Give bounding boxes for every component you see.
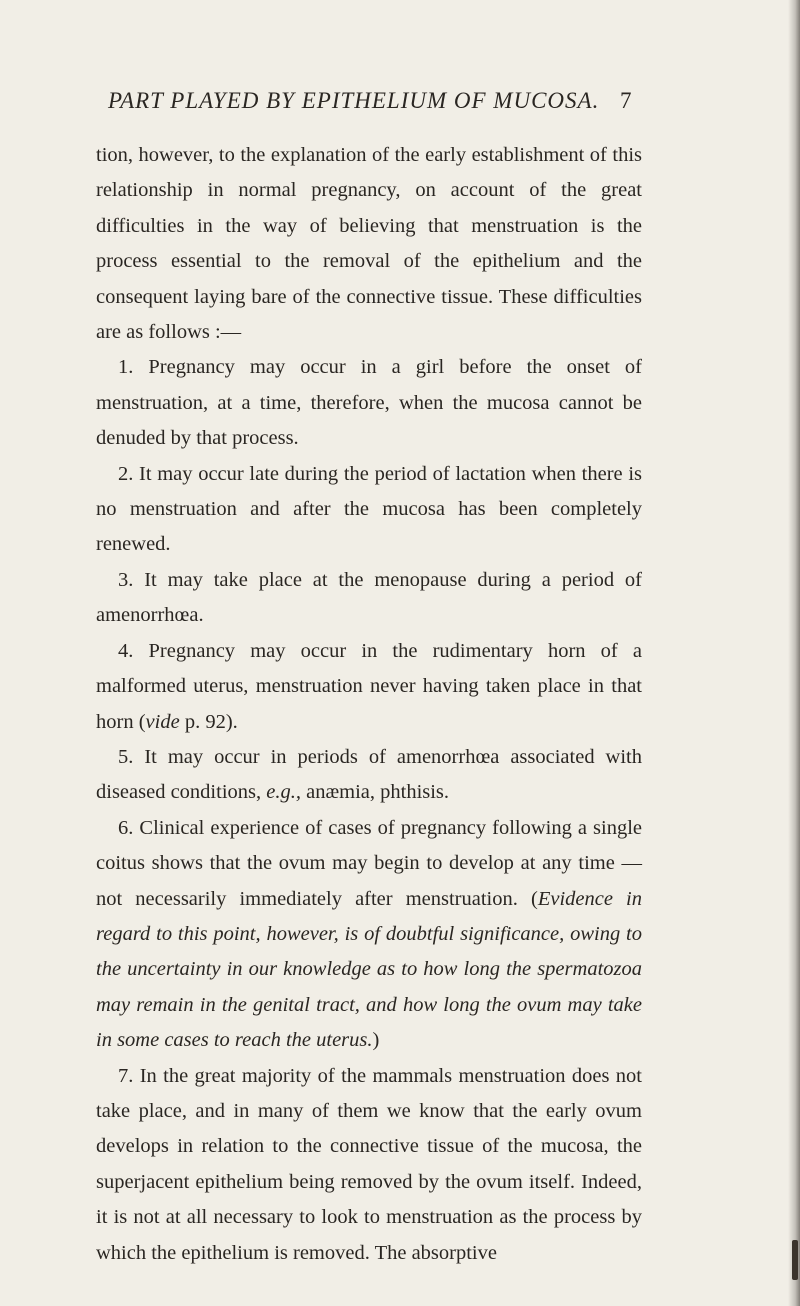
list-item-5-text: 5. It may occur in periods of amenorrhœa associated with diseased conditions, (96, 745, 642, 804)
list-item-4-italic: vide (145, 710, 180, 733)
binding-mark (792, 1240, 798, 1280)
list-item-5-italic: e.g., (266, 781, 301, 804)
list-item-3: 3. It may take place at the menopause during a period of amenorrhœa. (96, 568, 642, 627)
list-item-5-tail: anæmia, phthisis. (300, 781, 450, 804)
list-item-1: 1. Pregnancy may occur in a girl before the onset of menstruation, at a time, therefore, when the mucosa cannot be denuded by that process. (96, 356, 642, 450)
list-item-6 (96, 811, 642, 1059)
body-text (96, 138, 642, 1271)
list-item-2: 2. It may occur late during the period of lactation when there is no menstruation and after the mucosa has been completely renewed. (96, 462, 642, 556)
list-item-7: 7. In the great majority of the mammals menstruation does not take place, and in many of them we know that the early ovum develops in relation to the connective tissue of the mucosa, the superjacent epithelium being removed by the ovum itself. Indeed, it is not at all necessary to look to menstruation as the process by which the epithelium is removed. The absorptive (96, 1064, 642, 1264)
list-item-4-tail: p. 92). (179, 710, 238, 733)
list-item-5 (96, 740, 642, 811)
page-number: 7 (620, 88, 633, 113)
paragraph-continuation: tion, however, to the explanation of the early establishment of this relationship in normal pregnancy, on account of the great difficulties in the way of believing that menstruation is the process essential to the removal of the epithelium and the consequent laying bare of the connective tissue. These difficulties are as follows :— (96, 144, 642, 344)
list-item-4-text: 4. Pregnancy may occur in the rudimentary horn of a malformed uterus, menstruation never having taken place in that horn ( (96, 639, 642, 733)
list-item-6-italic: Evidence in regard to this point, however, is of doubtful significance, owing to the uncertainty in our knowledge as to how long the spermatozoa may remain in the genital tract, and how long the ovum may take in some cases to reach the uterus. (96, 887, 642, 1052)
running-header (108, 88, 633, 114)
running-title: PART PLAYED BY EPITHELIUM OF MUCOSA. (108, 88, 600, 113)
list-item-6-text: 6. Clinical experience of cases of pregnancy following a single coitus shows that the ovum may begin to develop at any time —not necessarily immediately after menstruation. ( (96, 816, 642, 910)
page-edge-shadow (788, 0, 800, 1306)
list-item-4 (96, 634, 642, 740)
list-item-6-tail: ) (372, 1029, 380, 1052)
